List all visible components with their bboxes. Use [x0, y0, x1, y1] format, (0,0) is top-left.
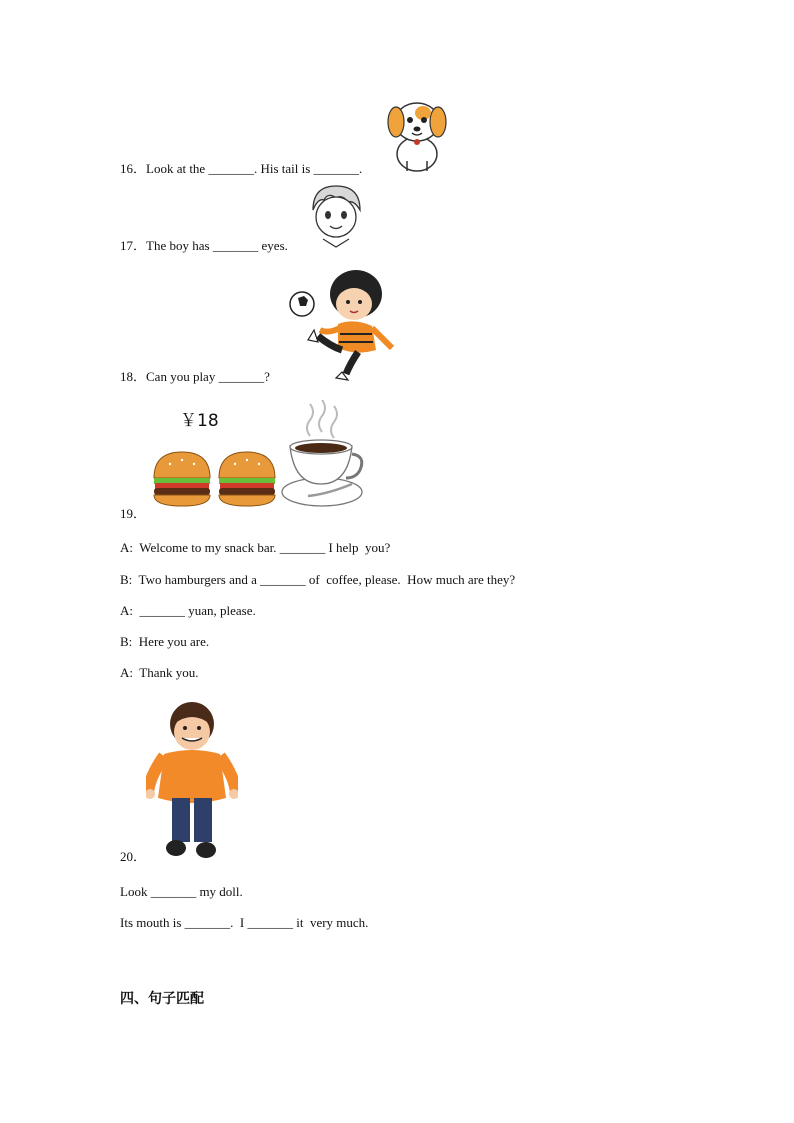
- question-20-number: 20．: [120, 849, 147, 864]
- hamburger-icon: [150, 450, 214, 508]
- dialogue-line: A: Welcome to my snack bar. _______ I help you?: [120, 540, 391, 555]
- doll-line: Look _______ my doll.: [120, 884, 243, 899]
- question-18: 18．Can you play _______?: [120, 369, 270, 384]
- boy-face-icon: [305, 184, 367, 250]
- question-17: 17．The boy has _______ eyes.: [120, 238, 288, 253]
- price-label: ￥18: [180, 411, 219, 431]
- question-19-number: 19．: [120, 506, 147, 521]
- hamburger-icon: [215, 450, 279, 508]
- coffee-cup-icon: [278, 400, 366, 512]
- dialogue-line: A: Thank you.: [120, 665, 199, 680]
- dialogue-line: A: _______ yuan, please.: [120, 603, 256, 618]
- dialogue-line: B: Here you are.: [120, 634, 210, 649]
- puppy-icon: [385, 96, 449, 174]
- dialogue-line: B: Two hamburgers and a _______ of coffee, please. How much are they?: [120, 572, 516, 587]
- question-16: 16．Look at the _______. His tail is _______.: [120, 161, 363, 176]
- doll-icon: [146, 698, 238, 860]
- section-title: 四、句子匹配: [120, 991, 204, 1007]
- doll-line: Its mouth is _______. I _______ it very much.: [120, 915, 369, 930]
- boy-playing-football-icon: [286, 264, 398, 382]
